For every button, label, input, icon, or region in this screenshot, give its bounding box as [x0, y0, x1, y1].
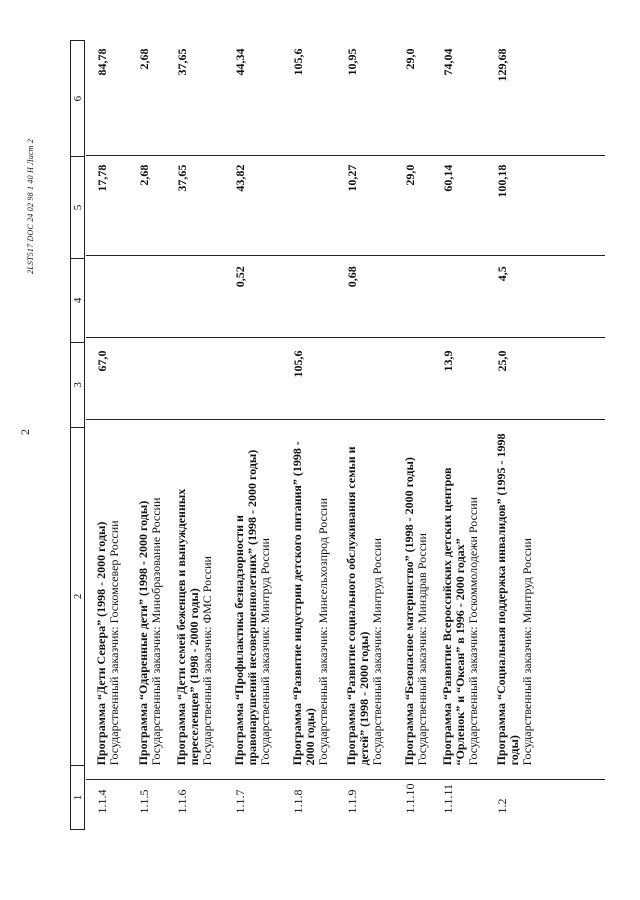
value-col-6: 74,04	[440, 48, 455, 76]
value-col-3: 67,0	[95, 350, 109, 372]
col-header-6: 6	[71, 41, 85, 157]
column-divider	[86, 337, 605, 338]
value-col-3: 13,9	[440, 350, 455, 372]
table-row	[127, 41, 165, 830]
state-customer: Государственный заказчик: Госкомсевер России	[107, 520, 121, 766]
state-customer: Государственный заказчик: Минсельхозпрод России	[315, 497, 330, 766]
value-col-5: 17,78	[95, 164, 109, 192]
row-description	[165, 427, 223, 765]
value-col-3: 25,0	[494, 350, 509, 372]
value-col-6: 2,68	[136, 48, 151, 70]
program-title: Программа “Безопасное материнство” (1998 - 2000 годы)	[401, 457, 416, 766]
row-description	[281, 427, 335, 765]
value-col-5: 2,68	[136, 164, 151, 186]
state-customer: Государственный заказчик: Минобразование России	[148, 497, 163, 766]
program-title: Программа “Развитие Всероссийских детских центров “Орленок” и “Океан” в 1996 - 2000 годах”	[439, 467, 467, 766]
state-customer: Государственный заказчик: Минтруд России	[257, 538, 272, 766]
program-title: Программа “Дети семей беженцев и вынужденных переселенцев” (1998 - 2000 годы)	[173, 488, 201, 766]
value-col-4	[431, 258, 485, 342]
col-header-3: 3	[71, 342, 85, 427]
row-description	[485, 427, 545, 765]
value-col-5: 100,18	[494, 164, 509, 198]
value-col-4: 4,5	[494, 266, 509, 282]
value-col-4	[127, 258, 165, 342]
value-col-6: 10,95	[344, 48, 359, 76]
col-header-4: 4	[71, 258, 85, 342]
value-col-4	[165, 258, 223, 342]
col-header-1: 1	[71, 765, 85, 829]
state-customer: Государственный заказчик: Минздрав России	[414, 533, 429, 766]
program-title: Программа “Дети Севера” (1998 - 2000 годы)	[94, 521, 108, 766]
row-number: 1.1.10	[402, 783, 417, 814]
table-row	[85, 41, 127, 830]
state-customer: Государственный заказчик: Минтруд России	[519, 538, 534, 766]
value-col-5: 10,27	[344, 164, 359, 192]
value-col-5: 60,14	[440, 164, 455, 192]
footer-code: 2LST517 DOC 24 02 98 1 40 H Лист 2	[26, 138, 35, 274]
value-col-6: 129,68	[494, 48, 509, 82]
table-row	[393, 41, 431, 830]
column-divider	[86, 779, 605, 780]
header-row	[71, 41, 85, 830]
value-col-3	[223, 342, 281, 427]
program-title: Программа “Развитие индустрии детского питания” (1998 - 2000 годы)	[289, 441, 317, 766]
row-number: 1.2	[494, 798, 509, 814]
row-number: 1.1.7	[232, 789, 247, 814]
table-row	[223, 41, 281, 830]
column-divider	[86, 155, 605, 156]
row-number: 1.1.9	[344, 789, 359, 814]
row-description	[85, 427, 127, 765]
program-title: Программа “Одаренные дети” (1998 - 2000 годы)	[135, 500, 150, 766]
value-col-6: 37,65	[174, 48, 189, 76]
row-description	[127, 427, 165, 765]
value-col-4	[281, 258, 335, 342]
program-table	[70, 40, 545, 830]
table-row	[431, 41, 485, 830]
row-number: 1.1.6	[174, 789, 189, 814]
table-row	[281, 41, 335, 830]
row-number: 1.1.4	[95, 789, 109, 814]
value-col-5: 37,65	[174, 164, 189, 192]
value-col-6: 29,0	[402, 48, 417, 70]
program-title: Программа “Социальная поддержка инвалидов” (1995 - 1998 годы)	[493, 433, 521, 766]
value-col-3	[393, 342, 431, 427]
state-customer: Государственный заказчик: Минтруд России	[369, 538, 384, 766]
state-customer: Государственный заказчик: ФМС России	[199, 556, 214, 766]
value-col-3: 105,6	[290, 350, 305, 378]
program-title: Программа “Профилактика безнадзорности и правонарушений несовершеннолетних” (1998 - 2000 годы)	[231, 449, 259, 766]
value-col-3	[127, 342, 165, 427]
value-col-4	[393, 258, 431, 342]
state-customer: Государственный заказчик: Госкоммолодежи России	[465, 496, 480, 766]
table-row	[165, 41, 223, 830]
row-description	[393, 427, 431, 765]
col-header-5: 5	[71, 157, 85, 259]
table-row	[335, 41, 393, 830]
col-header-2: 2	[71, 427, 85, 765]
row-number: 1.1.8	[290, 789, 305, 814]
value-col-5: 29,0	[402, 164, 417, 186]
value-col-6: 84,78	[95, 48, 109, 76]
value-col-5: 43,82	[232, 164, 247, 192]
row-number: 1.1.5	[136, 789, 151, 814]
row-number: 1.1.11	[440, 783, 455, 814]
value-col-4: 0,68	[344, 266, 359, 288]
value-col-3	[165, 342, 223, 427]
value-col-6: 44,34	[232, 48, 247, 76]
value-col-4	[85, 258, 127, 342]
row-description	[335, 427, 393, 765]
value-col-5	[281, 157, 335, 259]
page-number: 2	[18, 429, 32, 435]
value-col-3	[335, 342, 393, 427]
value-col-4: 0,52	[232, 266, 247, 288]
table-row	[485, 41, 545, 830]
row-description	[431, 427, 485, 765]
column-divider	[86, 419, 605, 420]
rotated-sheet	[18, 40, 605, 830]
program-title: Программа “Развитие социального обслуживания семьи и детей” (1998 - 2000 годы)	[343, 446, 371, 766]
column-divider	[86, 255, 605, 256]
row-description	[223, 427, 281, 765]
value-col-6: 105,6	[290, 48, 305, 76]
